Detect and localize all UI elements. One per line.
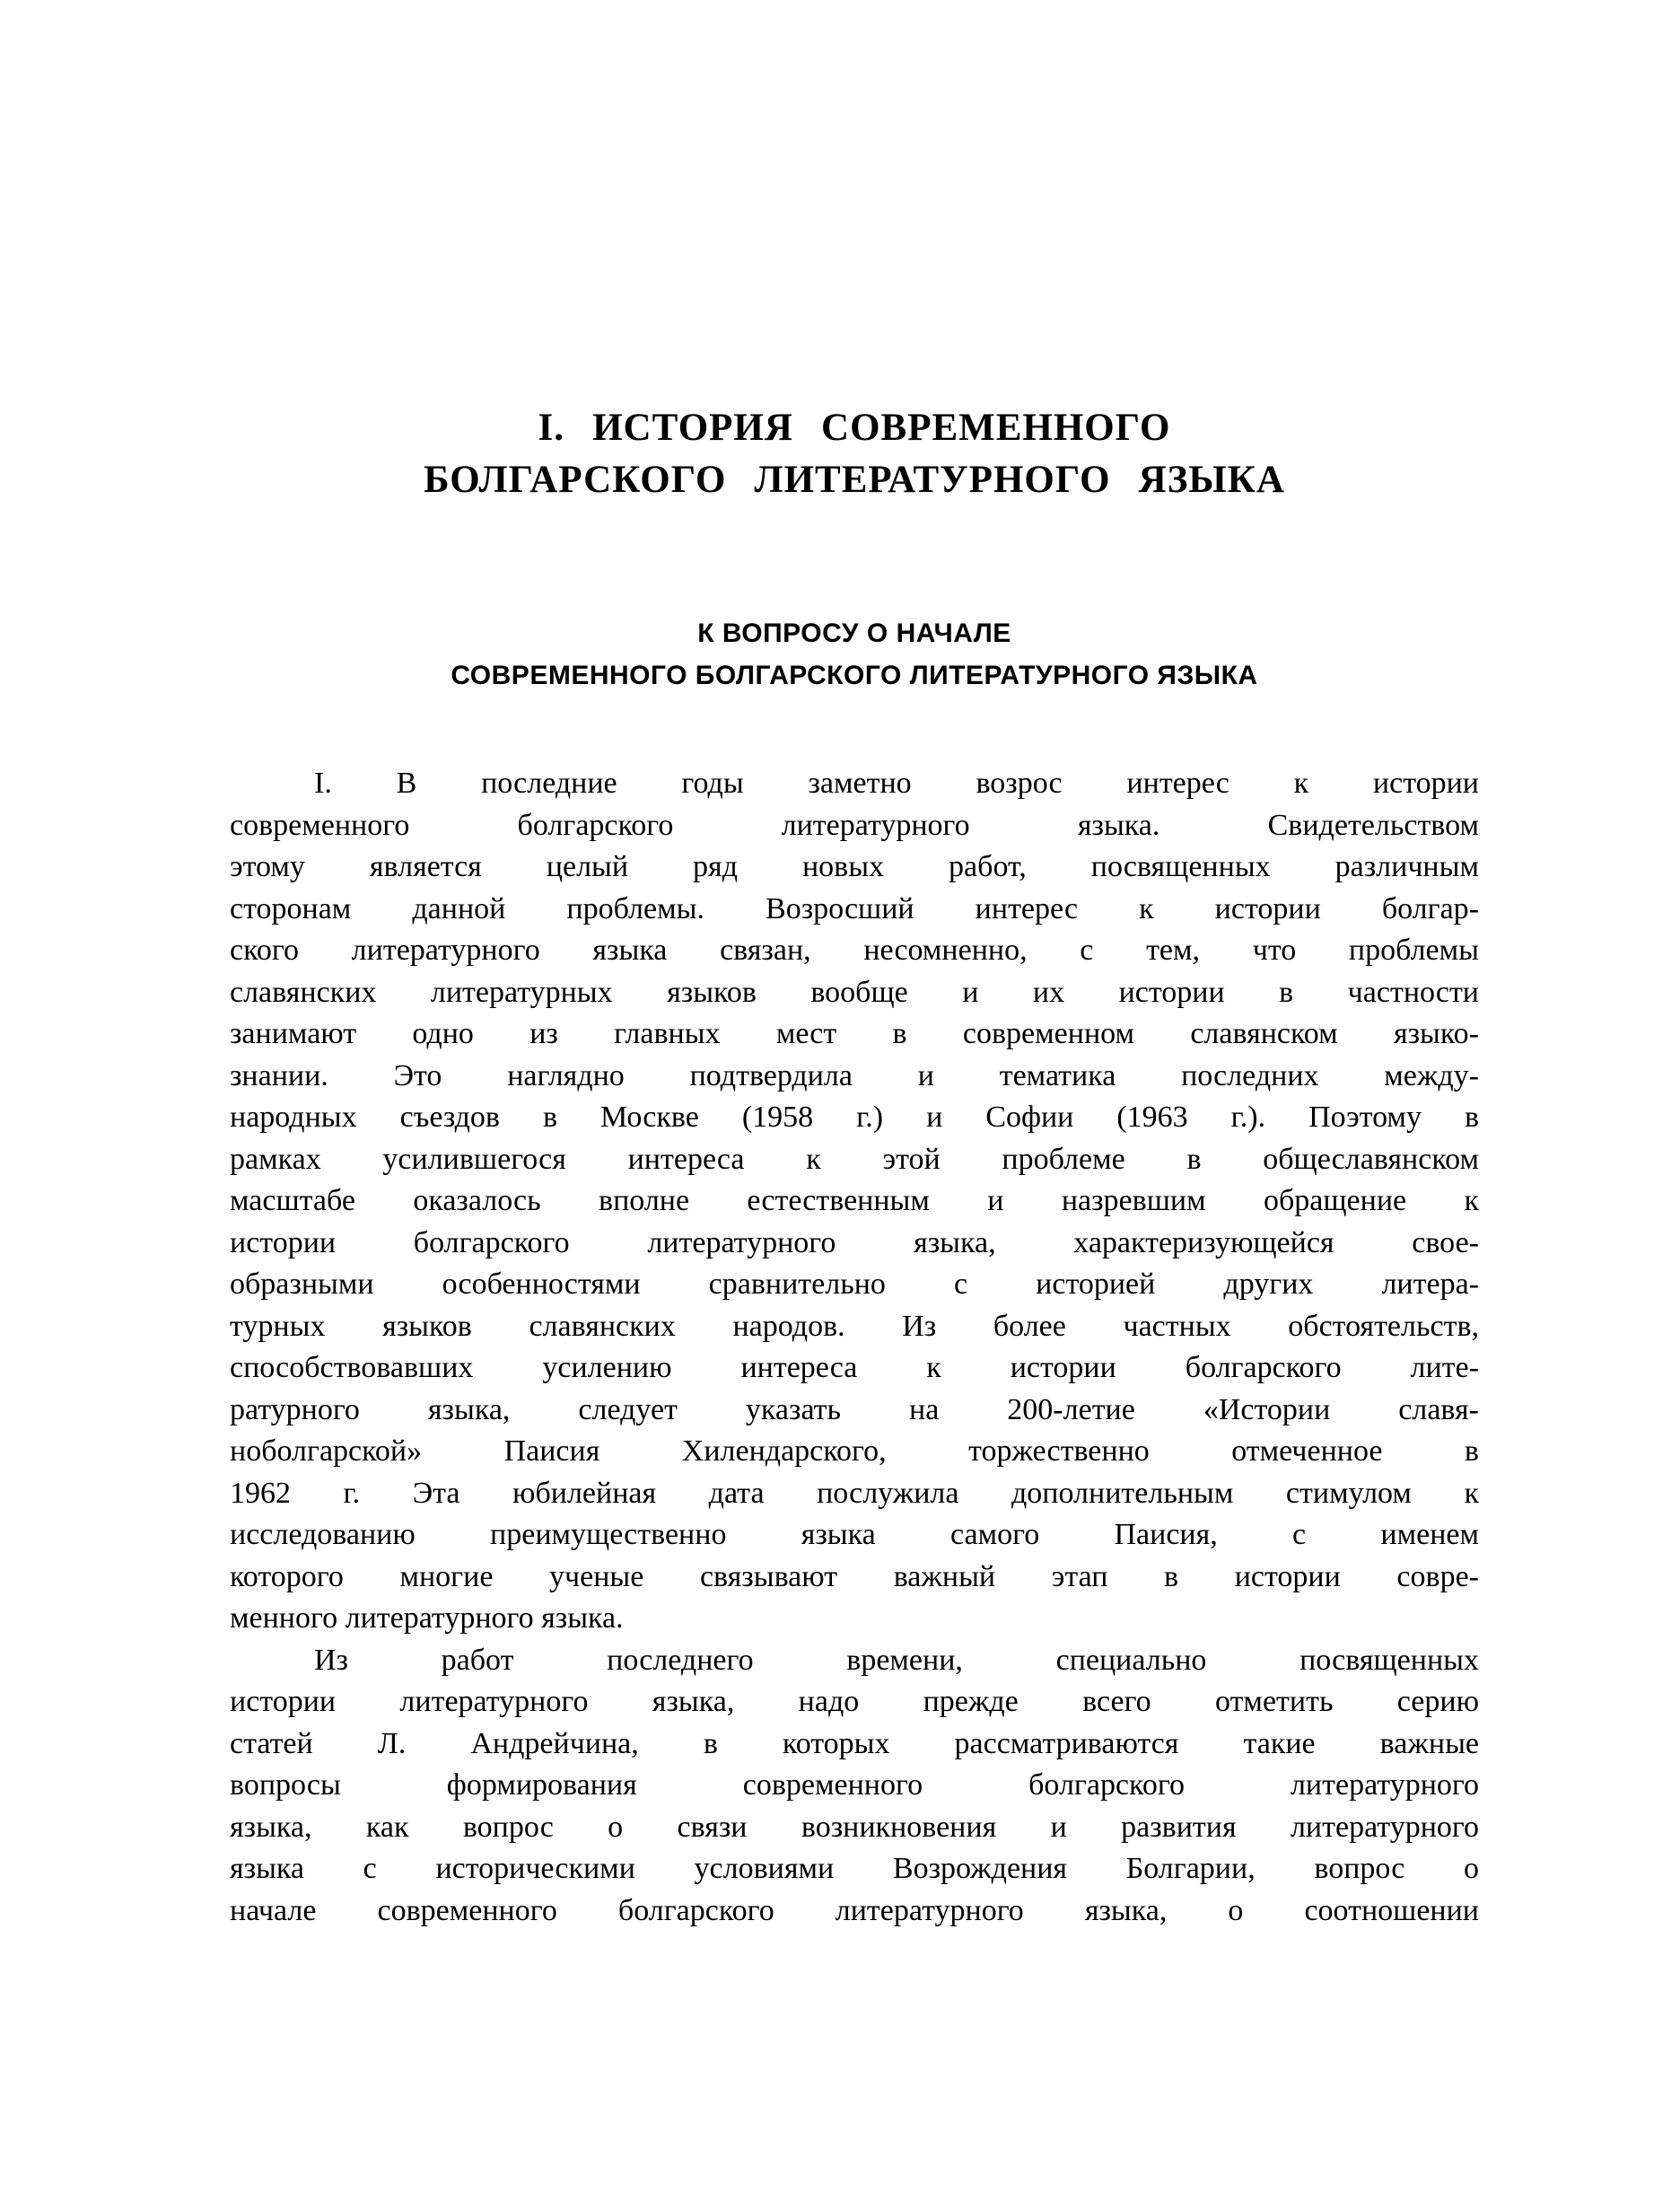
page-title	[230, 402, 1479, 506]
section-subtitle	[230, 612, 1479, 697]
text-line: образными особенностями сравнительно с историей других литера-	[230, 1267, 1479, 1301]
text-line: знании. Это наглядно подтвердила и тематика последних между-	[230, 1058, 1479, 1092]
text-line: истории литературного языка, надо прежде всего отметить серию	[230, 1685, 1479, 1718]
text-line: занимают одно из главных мест в современном славянском языко-	[230, 1017, 1479, 1050]
text-line: ноболгарской» Паисия Хилендарского, торжественно отмеченное в	[230, 1434, 1479, 1468]
section-subtitle-line-1: К ВОПРОСУ О НАЧАЛЕ	[697, 618, 1011, 648]
text-line: рамках усилившегося интереса к этой проблеме в общеславянском	[230, 1142, 1479, 1176]
text-line: масштабе оказалось вполне естественным и назревшим обращение к	[230, 1184, 1479, 1217]
text-line: вопросы формирования современного болгарского литературного	[230, 1768, 1479, 1802]
text-line: которого многие ученые связывают важный этап в истории совре-	[230, 1559, 1479, 1593]
text-line: народных съездов в Москве (1958 г.) и Софии (1963 г.). Поэтому в	[230, 1101, 1479, 1134]
text-line: сторонам данной проблемы. Возросший интерес к истории болгар-	[230, 891, 1479, 925]
text-line: этому является целый ряд новых работ, посвященных различным	[230, 850, 1479, 883]
text-line: истории болгарского литературного языка, характеризующейся свое-	[230, 1225, 1479, 1259]
page-title-line-2: БОЛГАРСКОГО ЛИТЕРАТУРНОГО ЯЗЫКА	[424, 459, 1285, 501]
text-line: начале современного болгарского литературного языка, о соотношении	[230, 1893, 1479, 1927]
text-line: языка с историческими условиями Возрождения Болгарии, вопрос о	[230, 1852, 1479, 1885]
text-line: ратурного языка, следует указать на 200-летие «Истории славя-	[230, 1392, 1479, 1426]
text-line: современного болгарского литературного языка. Свидетельством	[230, 808, 1479, 842]
paragraph-1	[230, 763, 1479, 1640]
text-line: славянских литературных языков вообще и их истории в частности	[230, 975, 1479, 1009]
text-line: способствовавших усилению интереса к истории болгарского лите-	[230, 1351, 1479, 1384]
text-line: языка, как вопрос о связи возникновения и развития литературного	[230, 1810, 1479, 1844]
text-line: I. В последние годы заметно возрос интерес к истории	[314, 767, 1479, 800]
paragraph-2	[230, 1640, 1479, 1933]
body-text	[230, 763, 1479, 1932]
text-line: ского литературного языка связан, несомненно, с тем, что проблемы	[230, 934, 1479, 967]
text-line: статей Л. Андрейчина, в которых рассматриваются такие важные	[230, 1726, 1479, 1760]
text-line: Из работ последнего времени, специально посвященных	[314, 1643, 1479, 1677]
page-title-line-1: I. ИСТОРИЯ СОВРЕМЕННОГО	[538, 407, 1171, 449]
text-line: 1962 г. Эта юбилейная дата послужила дополнительным стимулом к	[230, 1476, 1479, 1510]
text-line: исследованию преимущественно языка самого Паисия, с именем	[230, 1518, 1479, 1551]
section-subtitle-line-2: СОВРЕМЕННОГО БОЛГАРСКОГО ЛИТЕРАТУРНОГО ЯЗЫКА	[451, 661, 1258, 690]
text-line: менного литературного языка.	[230, 1601, 624, 1635]
text-line: турных языков славянских народов. Из более частных обстоятельств,	[230, 1309, 1479, 1343]
